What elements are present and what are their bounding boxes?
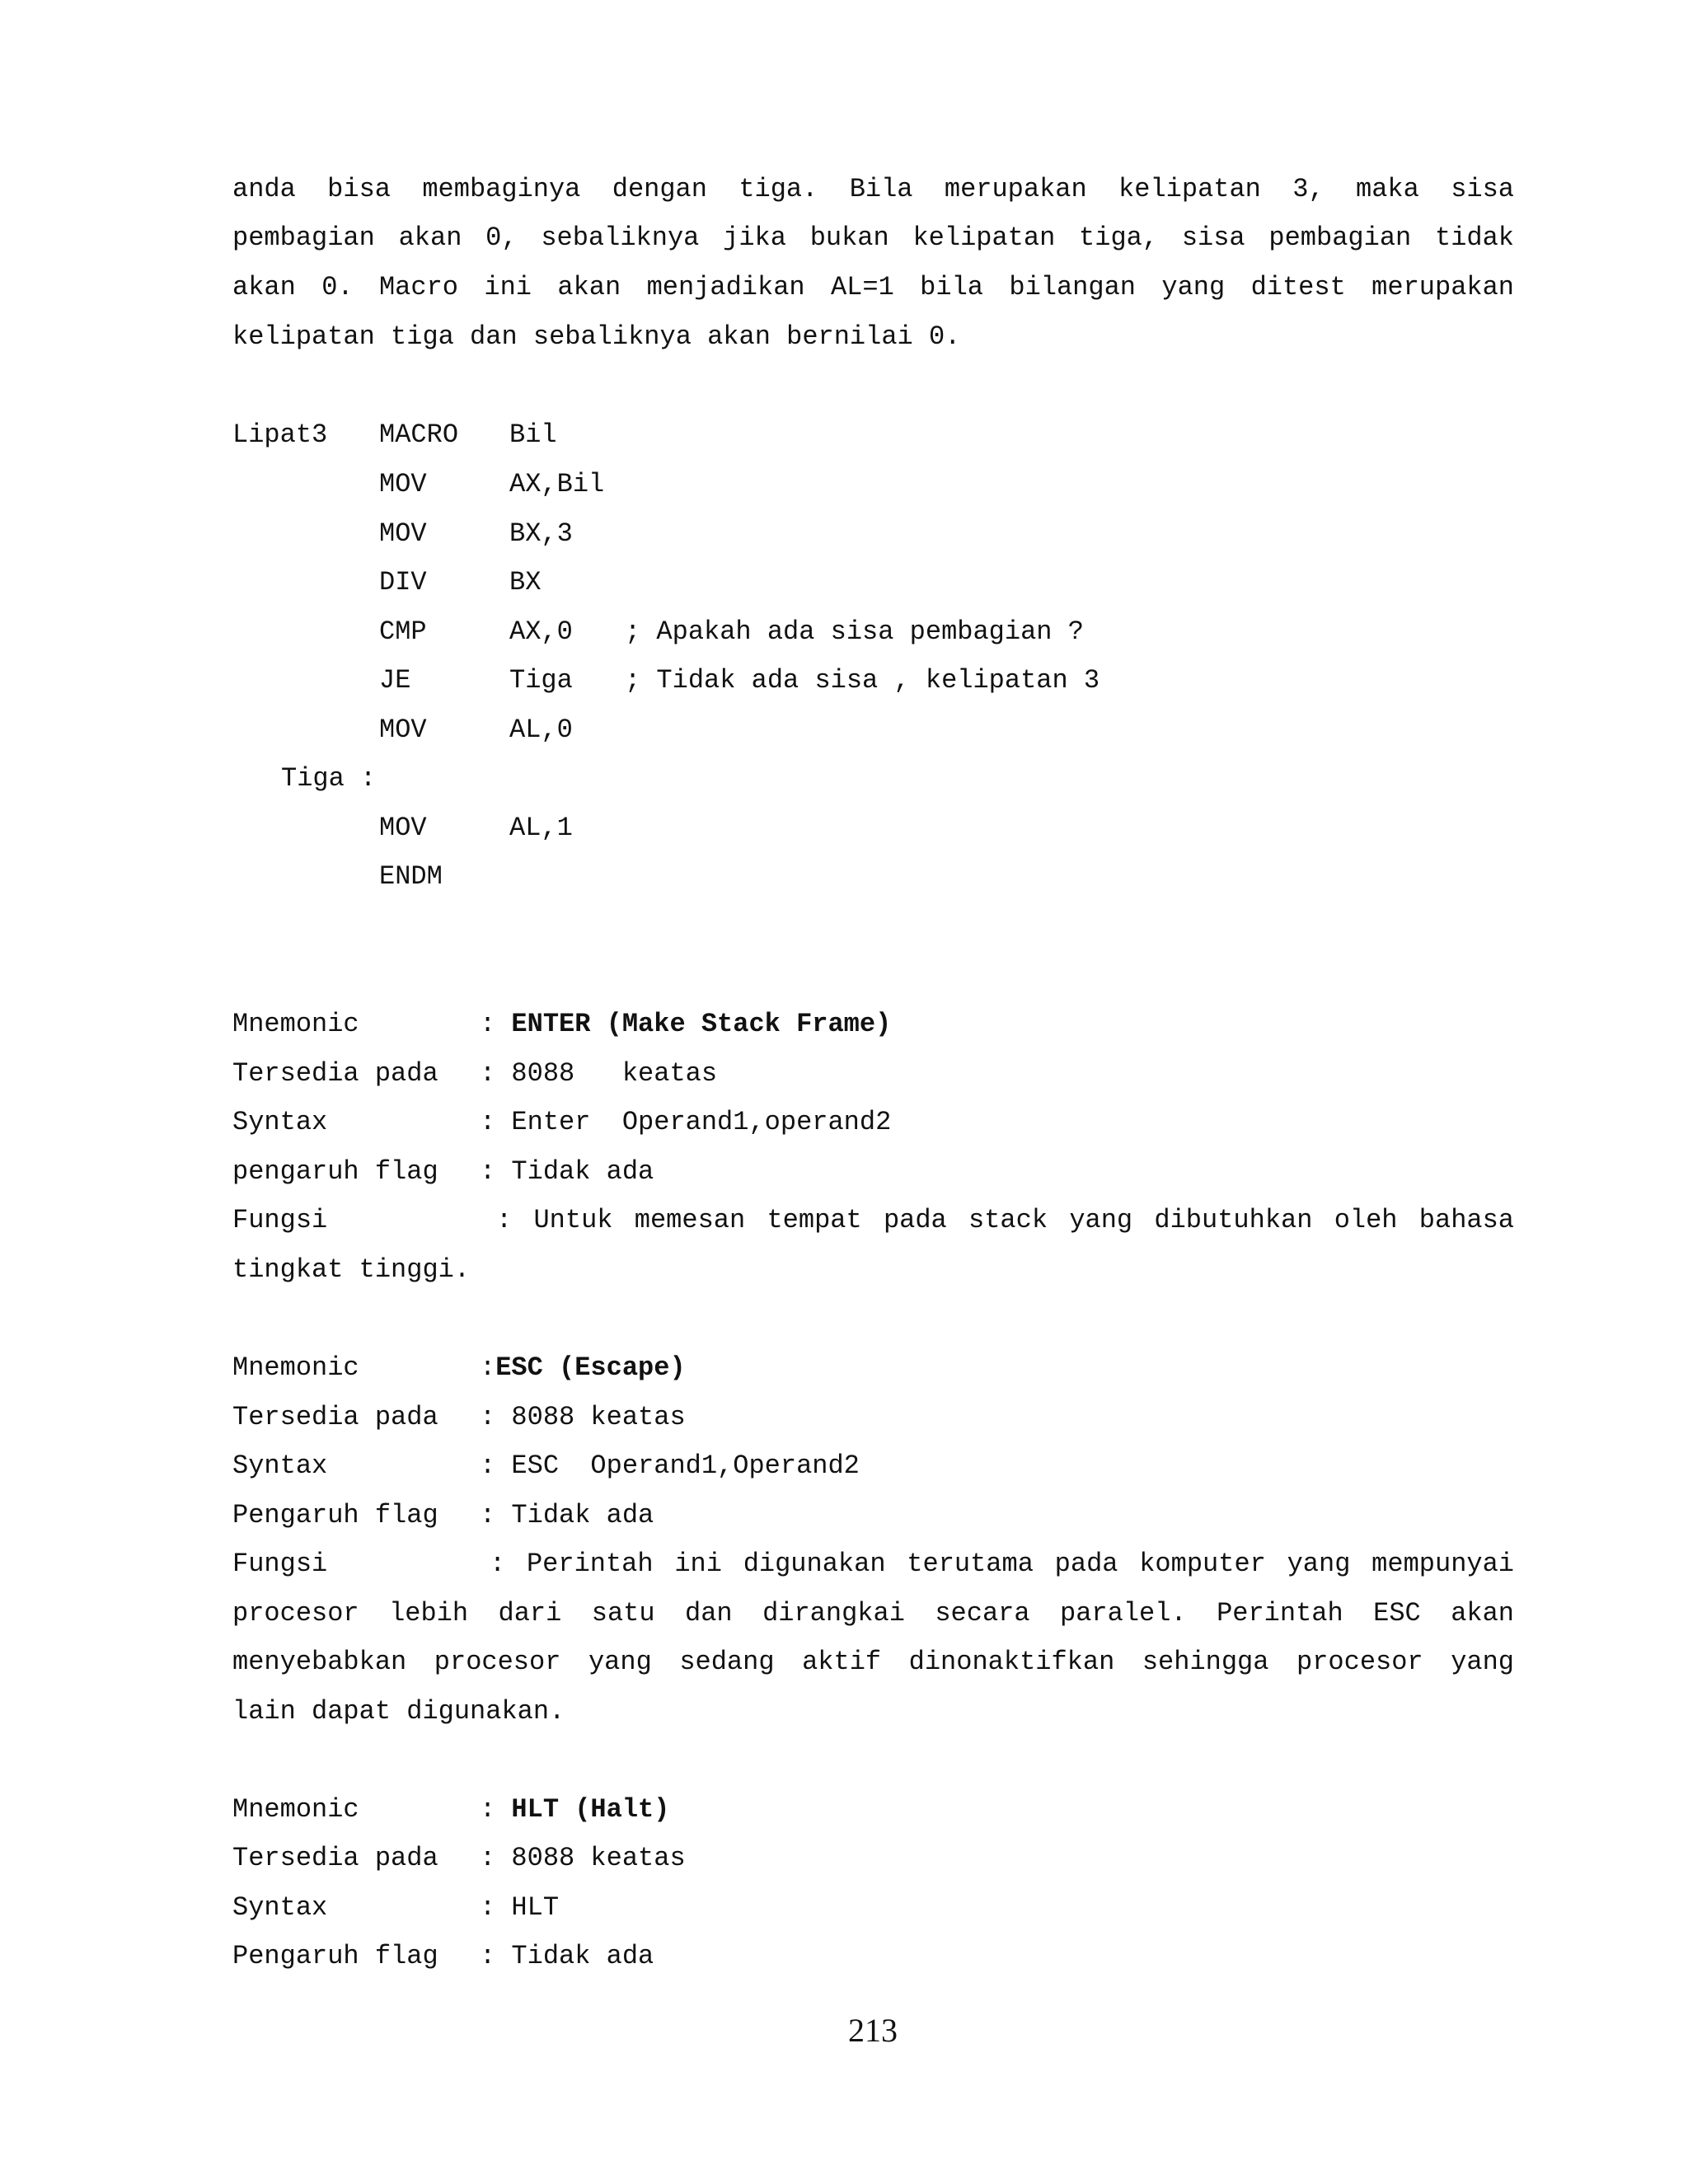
tersedia-key: Tersedia pada <box>232 1058 438 1089</box>
code-op: CMP <box>379 616 427 647</box>
syntax-row: : HLT <box>480 1892 560 1923</box>
code-arg: AL,1 <box>509 813 573 843</box>
code-arg: AL,0 <box>509 715 573 745</box>
flag-key: Pengaruh flag <box>232 1500 438 1530</box>
intro-line-2: pembagian akan 0, sebaliknya jika bukan kelipatan tiga, sisa pembagian tidak <box>232 223 1514 253</box>
code-op: DIV <box>379 567 427 598</box>
fungsi-continuation: tingkat tinggi. <box>232 1254 471 1285</box>
code-arg: Bil <box>509 419 557 450</box>
mnemonic-key: Mnemonic <box>232 1794 359 1825</box>
fungsi-first-line: : Untuk memesan tempat pada stack yang dibutuhkan oleh bahasa <box>496 1205 1514 1235</box>
fungsi-continuation: procesor lebih dari satu dan dirangkai secara paralel. Perintah ESC akan <box>232 1598 1514 1629</box>
fungsi-continuation: menyebabkan procesor yang sedang aktif dinonaktifkan sehingga procesor yang <box>232 1647 1514 1677</box>
syntax-row: : ESC Operand1,Operand2 <box>480 1451 860 1481</box>
code-arg: Tiga <box>509 665 573 696</box>
code-op: MOV <box>379 813 427 843</box>
syntax-value: Enter Operand1,operand2 <box>511 1107 892 1137</box>
code-op: MOV <box>379 469 427 499</box>
flag-value: Tidak ada <box>511 1156 654 1187</box>
mnemonic-value: HLT (Halt) <box>511 1794 670 1825</box>
flag-row: : Tidak ada <box>480 1500 654 1530</box>
tersedia-value: 8088 keatas <box>511 1058 718 1089</box>
flag-key: pengaruh flag <box>232 1156 438 1187</box>
fungsi-key: Fungsi <box>232 1205 328 1235</box>
code-arg: AX,0 <box>509 616 573 647</box>
tersedia-value: 8088 keatas <box>511 1402 686 1432</box>
flag-key: Pengaruh flag <box>232 1941 438 1971</box>
fungsi-continuation: lain dapat digunakan. <box>232 1696 565 1727</box>
mnemonic-value: ESC (Escape) <box>495 1352 686 1383</box>
syntax-key: Syntax <box>232 1451 328 1481</box>
code-arg: BX,3 <box>509 518 573 549</box>
tersedia-row: : 8088 keatas <box>480 1402 686 1432</box>
syntax-value: HLT <box>511 1892 560 1923</box>
code-arg: BX <box>509 567 542 598</box>
syntax-value: ESC Operand1,Operand2 <box>511 1451 860 1481</box>
tersedia-key: Tersedia pada <box>232 1402 438 1432</box>
flag-row: : Tidak ada <box>480 1156 654 1187</box>
intro-line-4: kelipatan tiga dan sebaliknya akan bernilai 0. <box>232 321 961 352</box>
flag-row: : Tidak ada <box>480 1941 654 1971</box>
code-op: JE <box>379 665 411 696</box>
mnemonic-value: ENTER (Make Stack Frame) <box>511 1009 892 1039</box>
code-op: ENDM <box>379 861 443 892</box>
mnemonic-colon: : HLT (Halt) <box>480 1794 670 1825</box>
syntax-key: Syntax <box>232 1892 328 1923</box>
tersedia-row: : 8088 keatas <box>480 1843 686 1873</box>
syntax-key: Syntax <box>232 1107 328 1137</box>
flag-value: Tidak ada <box>511 1941 654 1971</box>
code-op: MACRO <box>379 419 459 450</box>
code-op: MOV <box>379 715 427 745</box>
code-arg: AX,Bil <box>509 469 605 499</box>
tersedia-key: Tersedia pada <box>232 1843 438 1873</box>
macro-label: Lipat3 <box>232 419 328 450</box>
mnemonic-colon: : ENTER (Make Stack Frame) <box>480 1009 892 1039</box>
mnemonic-key: Mnemonic <box>232 1352 359 1383</box>
code-comment: ; Tidak ada sisa , kelipatan 3 <box>625 665 1100 696</box>
tiga-label: Tiga : <box>281 763 377 794</box>
page-number: 213 <box>848 2012 898 2049</box>
intro-line-3: akan 0. Macro ini akan menjadikan AL=1 bila bilangan yang ditest merupakan <box>232 272 1514 302</box>
code-op: MOV <box>379 518 427 549</box>
mnemonic-colon: :ESC (Escape) <box>480 1352 686 1383</box>
fungsi-first-line: : Perintah ini digunakan terutama pada komputer yang mempunyai <box>490 1549 1514 1579</box>
flag-value: Tidak ada <box>511 1500 654 1530</box>
code-comment: ; Apakah ada sisa pembagian ? <box>625 616 1084 647</box>
syntax-row: : Enter Operand1,operand2 <box>480 1107 892 1137</box>
tersedia-value: 8088 keatas <box>511 1843 686 1873</box>
mnemonic-key: Mnemonic <box>232 1009 359 1039</box>
intro-line-1: anda bisa membaginya dengan tiga. Bila merupakan kelipatan 3, maka sisa <box>232 174 1514 204</box>
fungsi-key: Fungsi <box>232 1549 328 1579</box>
tersedia-row: : 8088 keatas <box>480 1058 718 1089</box>
